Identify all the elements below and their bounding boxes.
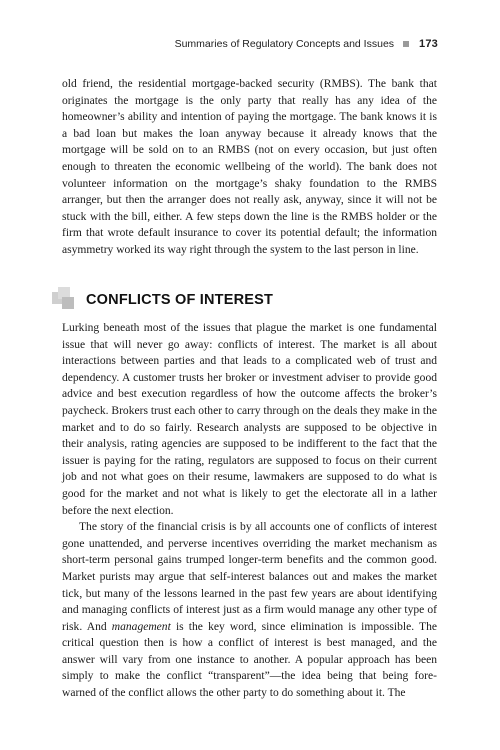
page-number: 173 <box>419 38 438 50</box>
paragraph-2-text-a: The story of the financial crisis is by all accounts one of conflicts of interest gone unattended, and perverse incentives overriding the market mechanism as short-term personal gains trumped longer-term benefits and the common good. Market purists may argue that self-interest balances out and makes the market tick, but many of the lessons learned in the past few years are about identifying and managing conflicts of interest just as a firm would manage any other type of risk. And <box>62 521 437 633</box>
paragraph-2-text-b: is the key word, since elimination is impossible. The critical question then is how a conflict of interest is best managed, and the answer will vary from one instance to another. A popular approach has been simply to make the conflict “transparent”—the idea being that being fore-warned of the conflict allows the other party to do something about it. The <box>62 620 437 700</box>
separator-square-icon <box>403 41 409 47</box>
running-head <box>175 38 438 50</box>
body-paragraph-1: Lurking beneath most of the issues that plague the market is one fundamental issue that will never go away: conflicts of interest. The market is all about interactions between parties and that leads to a complicated web of trust and dependency. A customer trusts her broker or investment adviser to provide good advice and best execution regardless of how the outcome affects the broker’s paycheck. Brokers trust each other to carry through on the deals they make in the market and to do so fairly. Research analysts are supposed to be objective in their analysis, rating agencies are supposed to be indifferent to the fact that the issuer is paying for the rating, regulators are supposed to focus on their current job and not what goes on their resume, lawmakers are supposed to do what is good for the market and not what is likely to get the electorate all in a lather before the next election. <box>62 322 437 517</box>
section-body <box>62 320 437 702</box>
body-paragraph-2 <box>62 519 437 702</box>
running-title: Summaries of Regulatory Concepts and Issues <box>174 38 395 50</box>
continuation-text <box>62 76 437 259</box>
continuation-paragraph: old friend, the residential mortgage-backed security (RMBS). The bank that originates the mortgage is the only party that really has any idea of the homeowner’s ability and intention of paying the mortgage. The bank knows it is a bad loan but makes the loan anyway because it already knows that the mortgage will be sold on to an RMBS (not on every occasion, but just often enough to threaten the economic wellbeing of the world). The bank does not volunteer information on the mortgage’s shaky foundation to the RMBS arranger, but then the arranger does not really ask, anyway, since it will not be stuck with the bill, either. A few steps down the line is the RMBS holder or the firm that wrote default insurance to cover its potential default; the information asymmetry worked its way right through the system to the last person in line. <box>62 78 437 256</box>
section-heading <box>52 287 273 313</box>
section-title: CONFLICTS OF INTEREST <box>86 292 274 308</box>
emphasis-management: management <box>111 620 171 633</box>
heading-squares-icon <box>52 287 80 313</box>
